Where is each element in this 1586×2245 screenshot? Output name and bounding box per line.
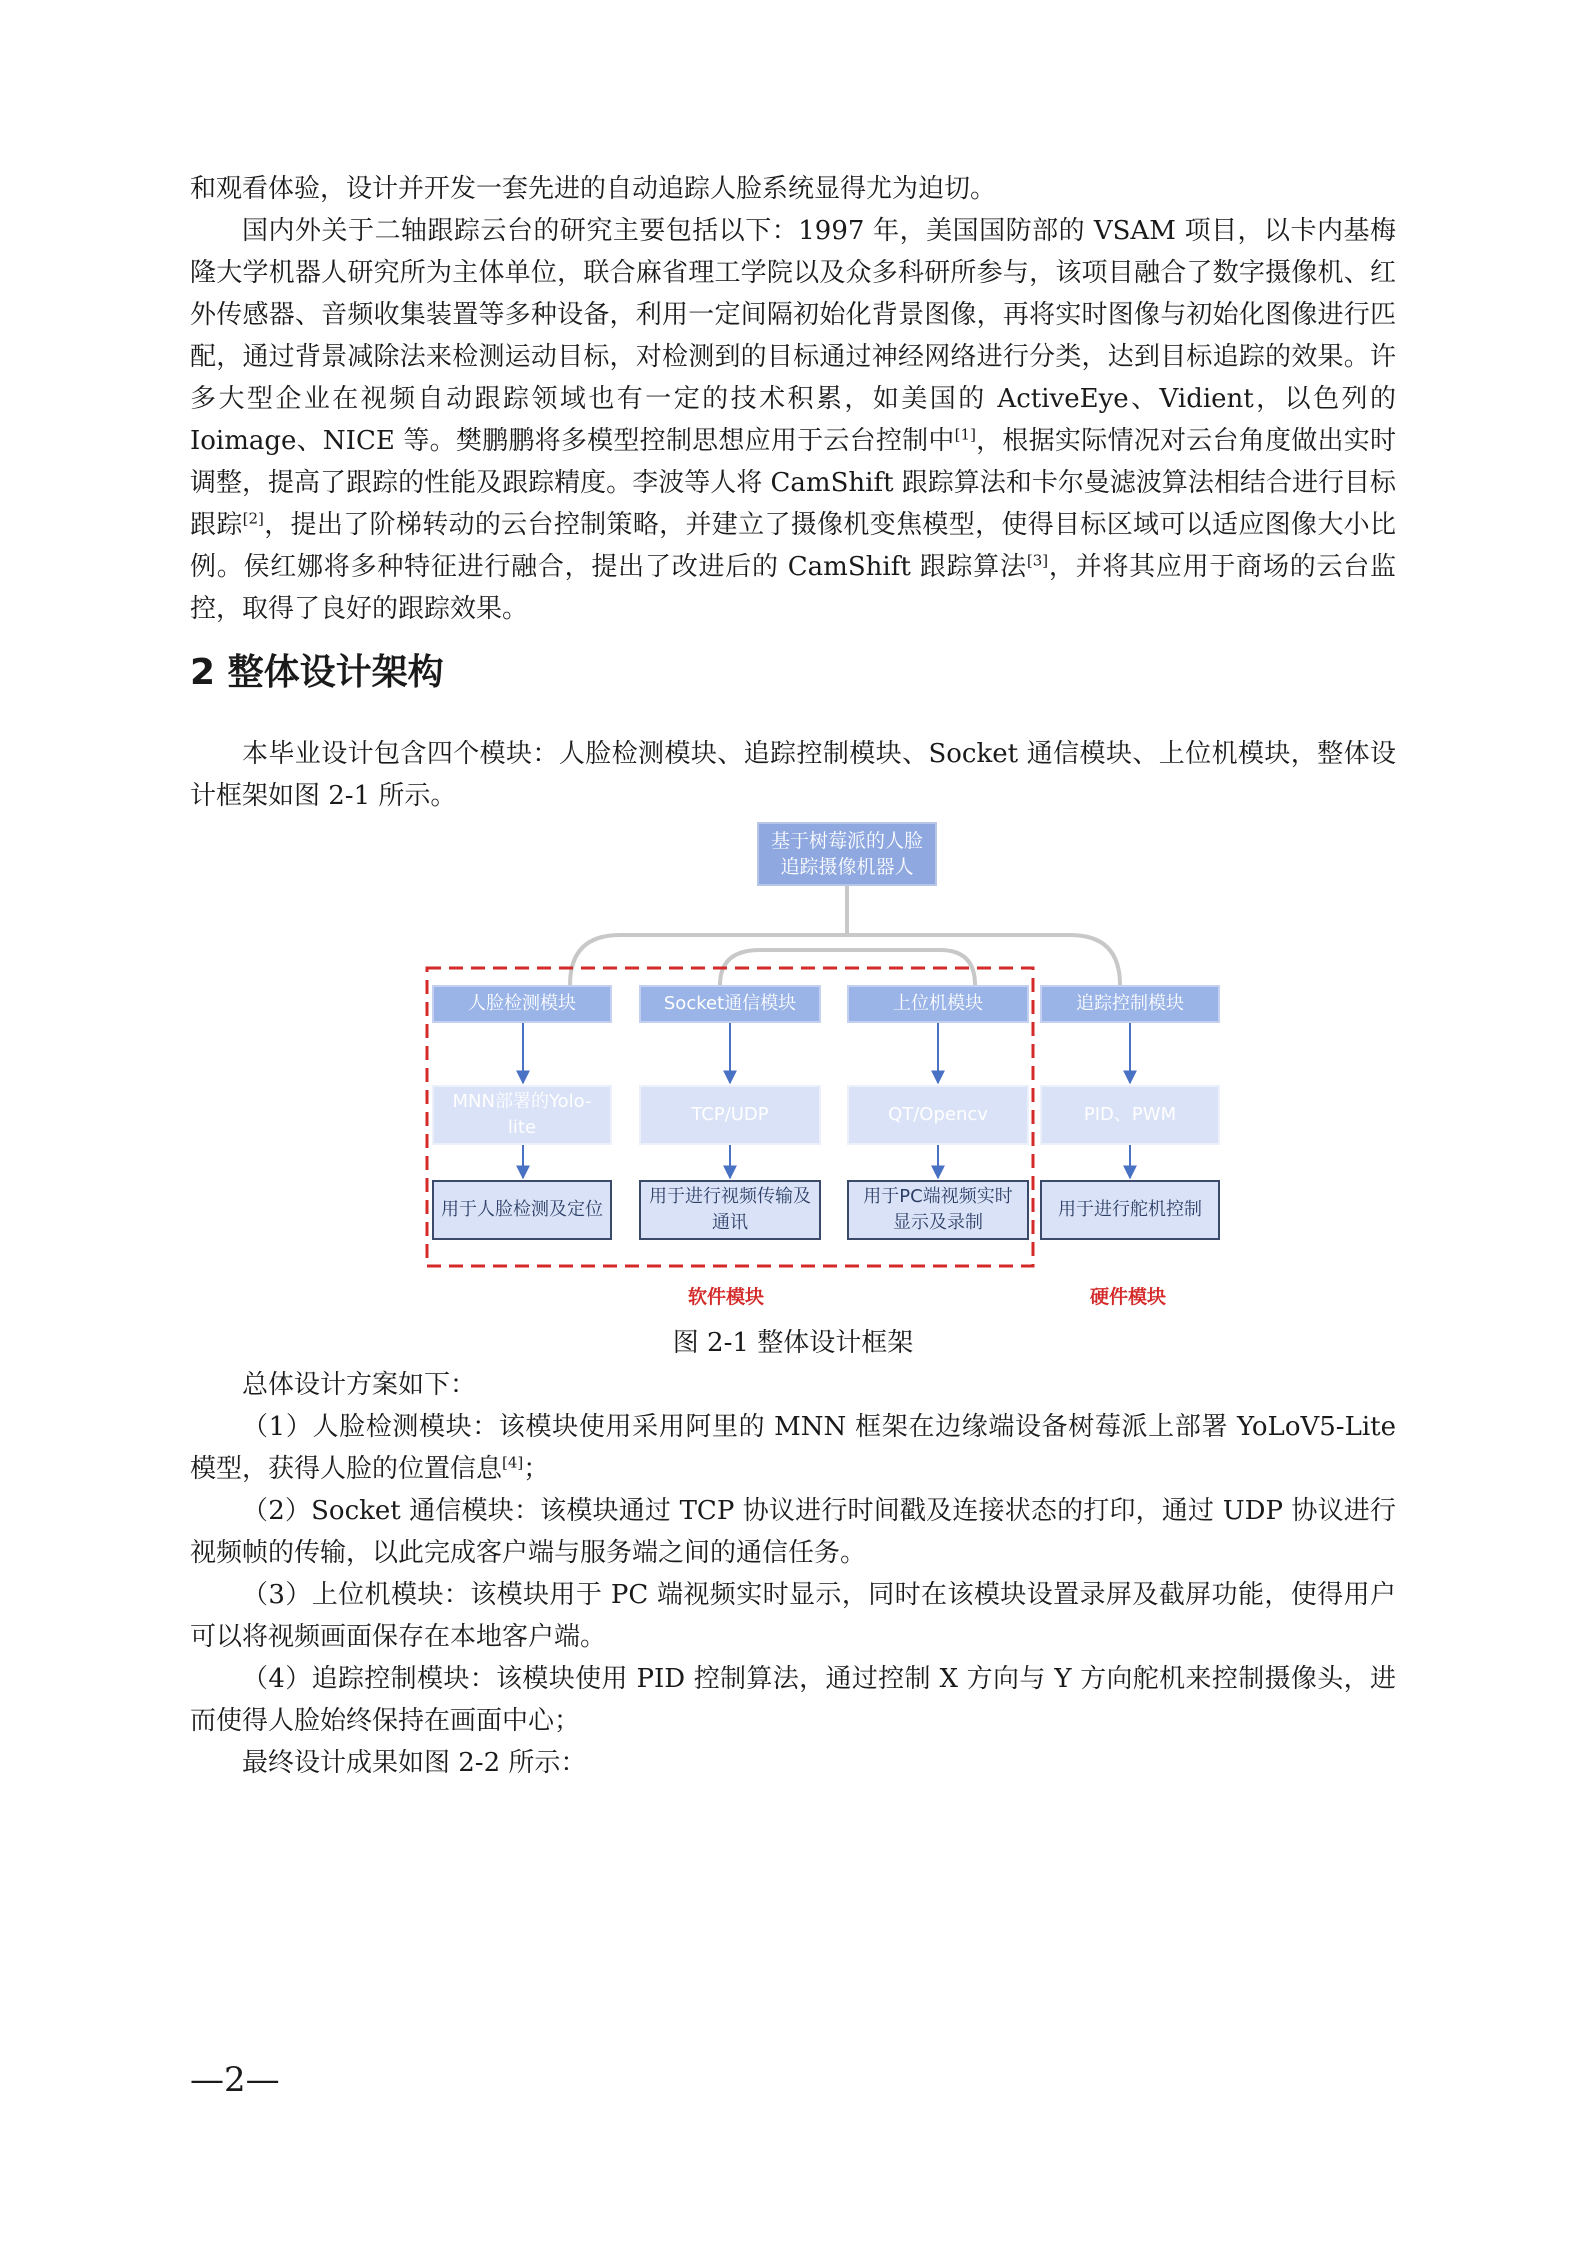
paragraph-text: （3）上位机模块：该模块用于 PC 端视频实时显示，同时在该模块设置录屏及截屏功能，使得用户可以将视频画面保存在本地客户端。 bbox=[190, 1580, 1396, 1652]
diagram-tech-host: QT/Opencv bbox=[847, 1085, 1029, 1145]
paragraph-module-2 bbox=[190, 1490, 1396, 1574]
paragraph-text: ，提出了阶梯转动的云台控制策略，并建立了摄像机变焦模型，使得目标区域可以适应图像大小比例。侯红娜将多种特征进行融合，提出了改进后的 CamShift 跟踪算法 bbox=[190, 510, 1396, 582]
paragraph-plan-intro bbox=[190, 1364, 1396, 1406]
section-heading: 2 整体设计架构 bbox=[190, 652, 444, 693]
paragraph-text: ，根据实际情况对云台角度做出实时调整，提高了跟踪的性能及跟踪精度。李波等人将 CamShift 跟踪算法和卡尔曼滤波算法相结合进行目标跟踪 bbox=[190, 426, 1396, 540]
paragraph-text: （2）Socket 通信模块：该模块通过 TCP 协议进行时间戳及连接状态的打印，通过 UDP 协议进行视频帧的传输，以此完成客户端与服务端之间的通信任务。 bbox=[190, 1496, 1396, 1568]
diagram-module-host: 上位机模块 bbox=[847, 985, 1029, 1023]
diagram-module-tracking: 追踪控制模块 bbox=[1040, 985, 1220, 1023]
diagram-module-socket: Socket通信模块 bbox=[639, 985, 821, 1023]
diagram-module-face-detection: 人脸检测模块 bbox=[432, 985, 612, 1023]
paragraph-text: 本毕业设计包含四个模块：人脸检测模块、追踪控制模块、Socket 通信模块、上位机模块，整体设计框架如图 2-1 所示。 bbox=[190, 739, 1396, 811]
diagram-tech-tracking: PID、PWM bbox=[1040, 1085, 1220, 1145]
paragraph-text: （1）人脸检测模块：该模块使用采用阿里的 MNN 框架在边缘端设备树莓派上部署 YoLoV5-Lite 模型，获得人脸的位置信息 bbox=[190, 1412, 1396, 1484]
citation-ref[interactable]: [1] bbox=[954, 425, 976, 444]
diagram-use-tracking: 用于进行舵机控制 bbox=[1040, 1180, 1220, 1240]
paragraph-text: 总体设计方案如下： bbox=[242, 1370, 477, 1400]
citation-ref[interactable]: [4] bbox=[502, 1453, 524, 1472]
diagram-use-socket: 用于进行视频传输及通讯 bbox=[639, 1180, 821, 1240]
paragraph-text: ，并将其应用于商场的云台监控，取得了良好的跟踪效果。 bbox=[190, 552, 1396, 624]
paragraph-module-4 bbox=[190, 1658, 1396, 1742]
diagram-use-host: 用于PC端视频实时显示及录制 bbox=[847, 1180, 1029, 1240]
figure-caption: 图 2-1 整体设计框架 bbox=[672, 1328, 914, 1358]
paragraph-result bbox=[190, 1742, 1396, 1784]
paragraph-text: 和观看体验，设计并开发一套先进的自动追踪人脸系统显得尤为迫切。 bbox=[190, 174, 997, 204]
paragraph-module-1 bbox=[190, 1406, 1396, 1490]
diagram-tech-face-detection: MNN部署的Yolo-lite bbox=[432, 1085, 612, 1145]
diagram-tech-socket: TCP/UDP bbox=[639, 1085, 821, 1145]
diagram-root-node: 基于树莓派的人脸追踪摄像机器人 bbox=[757, 822, 937, 886]
page-number: —2— bbox=[190, 2060, 280, 2100]
citation-ref[interactable]: [3] bbox=[1026, 551, 1049, 570]
software-module-label: 软件模块 bbox=[688, 1286, 765, 1308]
paragraph-text: ； bbox=[523, 1454, 550, 1484]
paragraph-text: （4）追踪控制模块：该模块使用 PID 控制算法，通过控制 X 方向与 Y 方向舵机来控制摄像头，进而使得人脸始终保持在画面中心； bbox=[190, 1664, 1396, 1736]
diagram-use-face-detection: 用于人脸检测及定位 bbox=[432, 1180, 612, 1240]
citation-ref[interactable]: [2] bbox=[242, 509, 264, 528]
hardware-module-label: 硬件模块 bbox=[1090, 1286, 1167, 1308]
paragraph-text: 最终设计成果如图 2-2 所示： bbox=[242, 1748, 587, 1778]
paragraph-text: 国内外关于二轴跟踪云台的研究主要包括以下：1997 年，美国国防部的 VSAM 项目，以卡内基梅隆大学机器人研究所为主体单位，联合麻省理工学院以及众多科研所参与，该项目融合了数字摄像机、红外传感器、音频收集装置等多种设备，利用一定间隔初始化背景图像，再将实时图像与初始化图像进行匹配，通过背景减除法来检测运动目标，对检测到的目标通过神经网络进行分类，达到目标追踪的效果。许多大型企业在视频自动跟踪领域也有一定的技术积累，如美国的 ActiveEye、Vidient，以色列的 Ioimage、NICE 等。樊鹏鹏将多模型控制思想应用于云台控制中 bbox=[190, 216, 1396, 456]
paragraph-module-3 bbox=[190, 1574, 1396, 1658]
